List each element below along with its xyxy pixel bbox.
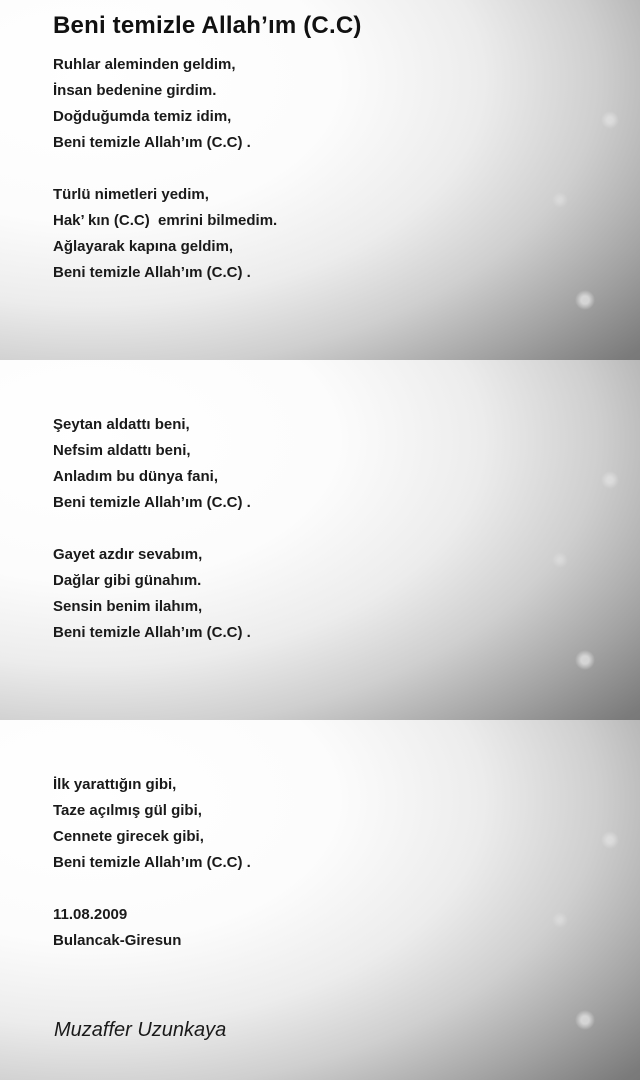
poem-line: İnsan bedenine girdim. (53, 82, 217, 99)
poem-line: Gayet azdır sevabım, (53, 546, 203, 563)
panel-2-stanzas (53, 412, 613, 672)
poem-line: İlk yarattığın gibi, (53, 776, 177, 793)
poem-panel-1 (0, 0, 640, 360)
panel-1-stanzas (53, 52, 613, 312)
poem-line: Beni temizle Allah’ım (C.C) . (53, 624, 251, 641)
poem-place: Bulancak-Giresun (53, 932, 182, 949)
poem-line: Nefsim aldattı beni, (53, 442, 191, 459)
poem-line: Sensin benim ilahım, (53, 598, 203, 615)
poem-line: Ruhlar aleminden geldim, (53, 56, 236, 73)
poem-line: Beni temizle Allah’ım (C.C) . (53, 854, 251, 871)
poem-panel-2 (0, 360, 640, 720)
stanza (53, 412, 613, 516)
poem-line: Türlü nimetleri yedim, (53, 186, 209, 203)
poem-line: Beni temizle Allah’ım (C.C) . (53, 134, 251, 151)
poem-line: Anladım bu dünya fani, (53, 468, 219, 485)
poem-line: Hak’ kın (C.C) emrini bilmedim. (53, 212, 278, 229)
stanza (53, 52, 613, 156)
poem-line: Taze açılmış gül gibi, (53, 802, 202, 819)
stanza (53, 772, 613, 876)
author-name: Muzaffer Uzunkaya (54, 1019, 227, 1041)
poem-date: 11.08.2009 (53, 906, 128, 923)
poem-line: Dağlar gibi günahım. (53, 572, 202, 589)
stanza (53, 542, 613, 646)
poem-line: Şeytan aldattı beni, (53, 416, 190, 433)
poem-line: Beni temizle Allah’ım (C.C) . (53, 494, 251, 511)
poem-line: Doğduğumda temiz idim, (53, 108, 232, 125)
poem-title: Beni temizle Allah’ım (C.C) (53, 12, 362, 39)
poem-line: Beni temizle Allah’ım (C.C) . (53, 264, 251, 281)
poem-line: Ağlayarak kapına geldim, (53, 238, 234, 255)
poem-panel-3 (0, 720, 640, 1080)
poem-line: Cennete girecek gibi, (53, 828, 204, 845)
date-place (53, 902, 613, 954)
panel-3-stanzas (53, 772, 613, 980)
stanza (53, 182, 613, 286)
